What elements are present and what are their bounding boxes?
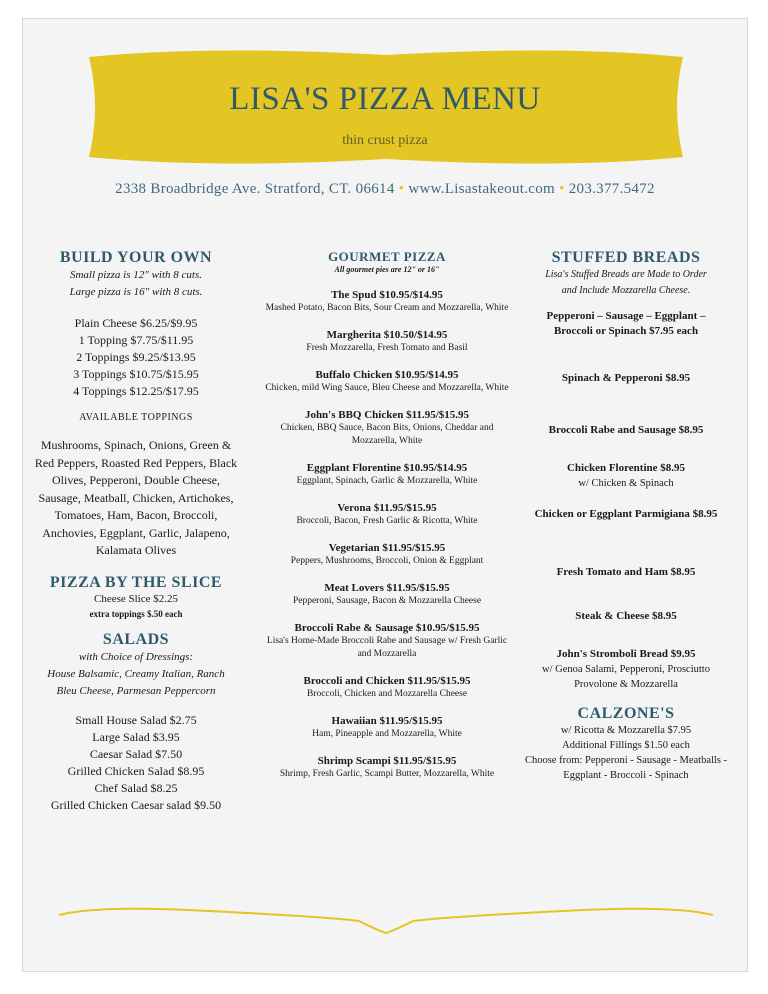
size-note: Large pizza is 16" with 8 cuts. bbox=[69, 286, 203, 298]
separator-dot-icon: • bbox=[398, 181, 405, 197]
decorative-divider bbox=[59, 901, 713, 937]
gourmet-note: All gourmet pies are 12" or 16" bbox=[334, 265, 440, 274]
salads-heading: SALADS bbox=[102, 630, 170, 648]
salad-item: Small House Salad $2.75 bbox=[75, 712, 197, 727]
address: 2338 Broadbridge Ave. Stratford, CT. 06614 bbox=[115, 181, 395, 197]
item-name: Chicken Florentine $8.95 bbox=[566, 462, 686, 474]
price-line: 2 Toppings $9.25/$13.95 bbox=[76, 350, 196, 364]
salad-item: Large Salad $3.95 bbox=[92, 729, 180, 744]
item-desc: Fresh Mozzarella, Fresh Tomato and Basil bbox=[306, 343, 468, 353]
item-name: Broccoli Rabe and Sausage $8.95 bbox=[548, 424, 704, 436]
item-desc: Broccoli, Bacon, Fresh Garlic & Ricotta, White bbox=[296, 516, 478, 526]
dressing-list: Bleu Cheese, Parmesan Peppercorn bbox=[56, 684, 216, 697]
price-line: 3 Toppings $10.75/$15.95 bbox=[73, 367, 199, 381]
toppings-label: AVAILABLE TOPPINGS bbox=[79, 412, 193, 423]
menu-item bbox=[263, 501, 511, 528]
item-name: Hawaiian $11.95/$15.95 bbox=[331, 715, 443, 727]
dressing-note: with Choice of Dressings: bbox=[78, 650, 194, 663]
separator-dot-icon: • bbox=[559, 181, 565, 197]
item-desc: Eggplant, Spinach, Garlic & Mozzarella, White bbox=[296, 476, 478, 486]
salad-item: Chef Salad $8.25 bbox=[94, 780, 178, 795]
item-name: Meat Lovers $11.95/$15.95 bbox=[324, 582, 450, 594]
item-desc: Broccoli, Chicken and Mozzarella Cheese bbox=[306, 689, 468, 699]
item-desc: Chicken, mild Wing Sauce, Bleu Cheese and Mozzarella, White bbox=[265, 383, 509, 393]
menu-item bbox=[507, 565, 745, 609]
menu-item bbox=[263, 328, 511, 355]
item-name: Margherita $10.50/$14.95 bbox=[326, 329, 448, 341]
contact-line bbox=[23, 181, 747, 198]
left-column bbox=[31, 249, 241, 814]
item-name: John's Stromboli Bread $9.95 bbox=[556, 648, 696, 660]
item-name: Spinach & Pepperoni $8.95 bbox=[561, 372, 691, 384]
gourmet-heading: GOURMET PIZZA bbox=[328, 249, 446, 264]
salad-item: Grilled Chicken Caesar salad $9.50 bbox=[50, 797, 222, 812]
slice-heading: PIZZA BY THE SLICE bbox=[49, 573, 223, 591]
middle-column bbox=[263, 249, 511, 781]
stuffed-heading: STUFFED BREADS bbox=[551, 249, 701, 266]
menu-item bbox=[263, 754, 511, 781]
menu-item bbox=[263, 461, 511, 488]
page-title: LISA'S PIZZA MENU bbox=[229, 81, 541, 117]
item-desc: Mashed Potato, Bacon Bits, Sour Cream and Mozzarella, White bbox=[265, 303, 509, 313]
item-name: The Spud $10.95/$14.95 bbox=[331, 289, 443, 301]
build-your-own-heading: BUILD YOUR OWN bbox=[59, 249, 213, 266]
calzones-heading: CALZONE'S bbox=[577, 705, 675, 722]
menu-item bbox=[507, 507, 745, 565]
item-desc: Peppers, Mushrooms, Broccoli, Onion & Eggplant bbox=[290, 556, 484, 566]
right-column bbox=[507, 249, 745, 783]
price-line: 4 Toppings $12.25/$17.95 bbox=[73, 384, 199, 398]
menu-item bbox=[263, 581, 511, 608]
item-name: Steak & Cheese $8.95 bbox=[575, 610, 677, 622]
menu-item bbox=[507, 371, 745, 423]
phone-number[interactable]: 203.377.5472 bbox=[568, 181, 655, 197]
stuffed-note: Lisa's Stuffed Breads are Made to Order and Include Mozzarella Cheese. bbox=[545, 269, 707, 296]
item-desc: w/ Chicken & Spinach bbox=[578, 478, 674, 489]
website-link[interactable]: www.Lisastakeout.com bbox=[408, 181, 556, 197]
slice-price: Cheese Slice $2.25 bbox=[93, 592, 178, 605]
item-name: Eggplant Florentine $10.95/$14.95 bbox=[306, 462, 468, 474]
menu-item bbox=[507, 647, 745, 705]
menu-item bbox=[263, 714, 511, 741]
calzone-line: Additional Fillings $1.50 each bbox=[562, 740, 690, 751]
item-desc: Ham, Pineapple and Mozzarella, White bbox=[312, 729, 462, 739]
menu-item bbox=[263, 288, 511, 315]
slice-extra: extra toppings $.50 each bbox=[89, 608, 183, 619]
calzone-line: Choose from: Pepperoni - Sausage - Meatballs - Eggplant - Broccoli - Spinach bbox=[524, 755, 728, 781]
item-desc: w/ Genoa Salami, Pepperoni, Prosciutto Provolone & Mozzarella bbox=[542, 664, 710, 690]
page-subtitle: thin crust pizza bbox=[342, 133, 428, 148]
toppings-list: Mushrooms, Spinach, Onions, Green & Red Peppers, Roasted Red Peppers, Black Olives, Pepperoni, Double Cheese, Sausage, Meatball, Chicken, Artichokes, Tomatoes, Ham, Bacon, Broccoli, Anchovies, Eggplant, Garlic, Jalapeno, Kalamata Olives bbox=[34, 438, 238, 557]
price-line: 1 Topping $7.75/$11.95 bbox=[78, 333, 194, 347]
item-name: Fresh Tomato and Ham $8.95 bbox=[556, 566, 696, 578]
menu-page bbox=[22, 18, 748, 972]
item-name: Vegetarian $11.95/$15.95 bbox=[328, 542, 446, 554]
item-name: Shrimp Scampi $11.95/$15.95 bbox=[317, 755, 457, 767]
menu-item bbox=[507, 309, 745, 371]
menu-item bbox=[507, 423, 745, 461]
menu-item bbox=[263, 368, 511, 395]
size-note: Small pizza is 12" with 8 cuts. bbox=[69, 269, 203, 281]
item-name: Pepperoni – Sausage – Eggplant – Broccoli or Spinach $7.95 each bbox=[546, 310, 706, 337]
calzone-line: w/ Ricotta & Mozzarella $7.95 bbox=[560, 725, 692, 736]
item-desc: Pepperoni, Sausage, Bacon & Mozzarella Cheese bbox=[292, 596, 482, 606]
menu-item bbox=[507, 609, 745, 647]
item-desc: Shrimp, Fresh Garlic, Scampi Butter, Mozzarella, White bbox=[279, 769, 495, 779]
item-name: Broccoli and Chicken $11.95/$15.95 bbox=[303, 675, 471, 687]
menu-item bbox=[507, 461, 745, 507]
item-desc: Lisa's Home-Made Broccoli Rabe and Sausage w/ Fresh Garlic and Mozzarella bbox=[266, 636, 508, 659]
item-name: Broccoli Rabe & Sausage $10.95/$15.95 bbox=[294, 622, 480, 634]
price-line: Plain Cheese $6.25/$9.95 bbox=[74, 316, 198, 330]
item-desc: Chicken, BBQ Sauce, Bacon Bits, Onions, Cheddar and Mozzarella, White bbox=[280, 423, 494, 446]
item-name: Verona $11.95/$15.95 bbox=[337, 502, 437, 514]
dressing-list: House Balsamic, Creamy Italian, Ranch bbox=[47, 667, 225, 680]
menu-item bbox=[263, 621, 511, 661]
menu-item bbox=[263, 408, 511, 448]
menu-item bbox=[263, 674, 511, 701]
item-name: Chicken or Eggplant Parmigiana $8.95 bbox=[534, 508, 718, 520]
salad-item: Caesar Salad $7.50 bbox=[89, 746, 183, 761]
salad-item: Grilled Chicken Salad $8.95 bbox=[67, 763, 205, 778]
menu-item bbox=[263, 541, 511, 568]
item-name: Buffalo Chicken $10.95/$14.95 bbox=[315, 369, 459, 381]
item-name: John's BBQ Chicken $11.95/$15.95 bbox=[304, 409, 470, 421]
